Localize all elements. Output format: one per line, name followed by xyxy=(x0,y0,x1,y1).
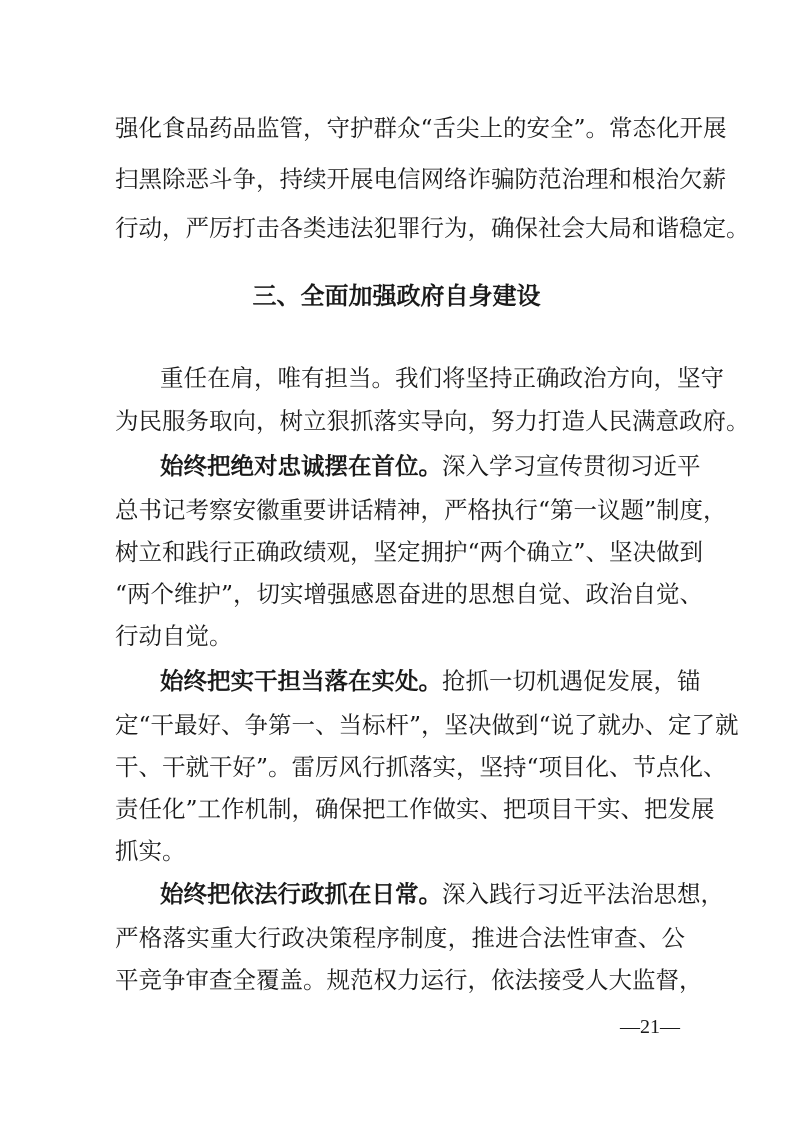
body-text-line: 行动，严厉打击各类违法犯罪行为，确保社会大局和谐稳定。 xyxy=(115,214,750,242)
body-text-line: 行动自觉。 xyxy=(115,622,233,650)
body-text-line: 总书记考察安徽重要讲话精神，严格执行“第一议题”制度， xyxy=(115,496,727,524)
body-text-line: 平竞争审查全覆盖。规范权力运行，依法接受人大监督， xyxy=(115,966,703,994)
body-text-line: “两个维护”，切实增强感恩奋进的思想自觉、政治自觉、 xyxy=(115,580,704,608)
body-text-line: 扫黑除恶斗争，持续开展电信网络诈骗防范治理和根治欠薪 xyxy=(115,165,726,193)
paragraph-lead-heading: 始终把依法行政抓在日常。 xyxy=(160,880,442,908)
paragraph-first-line xyxy=(160,878,724,910)
paragraph-lead-heading: 始终把绝对忠诚摆在首位。 xyxy=(160,452,442,480)
body-text-line: 严格落实重大行政决策程序制度，推进合法性审查、公 xyxy=(115,924,685,952)
section-heading: 三、全面加强政府自身建设 xyxy=(252,282,541,310)
body-text-line: 为民服务取向，树立狠抓落实导向，努力打造人民满意政府。 xyxy=(115,407,750,435)
body-text-line: 定“干最好、争第一、当标杆”，坚决做到“说了就办、定了就 xyxy=(115,711,739,739)
body-text-line: 责任化”工作机制，确保把工作做实、把项目干实、把发展 xyxy=(115,795,715,823)
body-text-line: 干、干就干好”。雷厉风行抓落实，坚持“项目化、节点化、 xyxy=(115,753,727,781)
body-text-line: 强化食品药品监管，守护群众“舌尖上的安全”。常态化开展 xyxy=(115,114,727,142)
paragraph-text: 深入学习宣传贯彻习近平 xyxy=(442,452,701,480)
paragraph-first-line xyxy=(160,665,701,697)
paragraph-lead-heading: 始终把实干担当落在实处。 xyxy=(160,667,442,695)
body-text-line: 抓实。 xyxy=(115,837,186,865)
page-number: —21— xyxy=(620,1016,680,1038)
paragraph-text: 抢抓一切机遇促发展，锚 xyxy=(442,667,701,695)
paragraph-first-line xyxy=(160,450,701,482)
body-text-line: 重任在肩，唯有担当。我们将坚持正确政治方向，坚守 xyxy=(160,364,724,392)
paragraph-text: 深入践行习近平法治思想， xyxy=(442,880,724,908)
body-text-line: 树立和践行正确政绩观，坚定拥护“两个确立”、坚决做到 xyxy=(115,538,704,566)
